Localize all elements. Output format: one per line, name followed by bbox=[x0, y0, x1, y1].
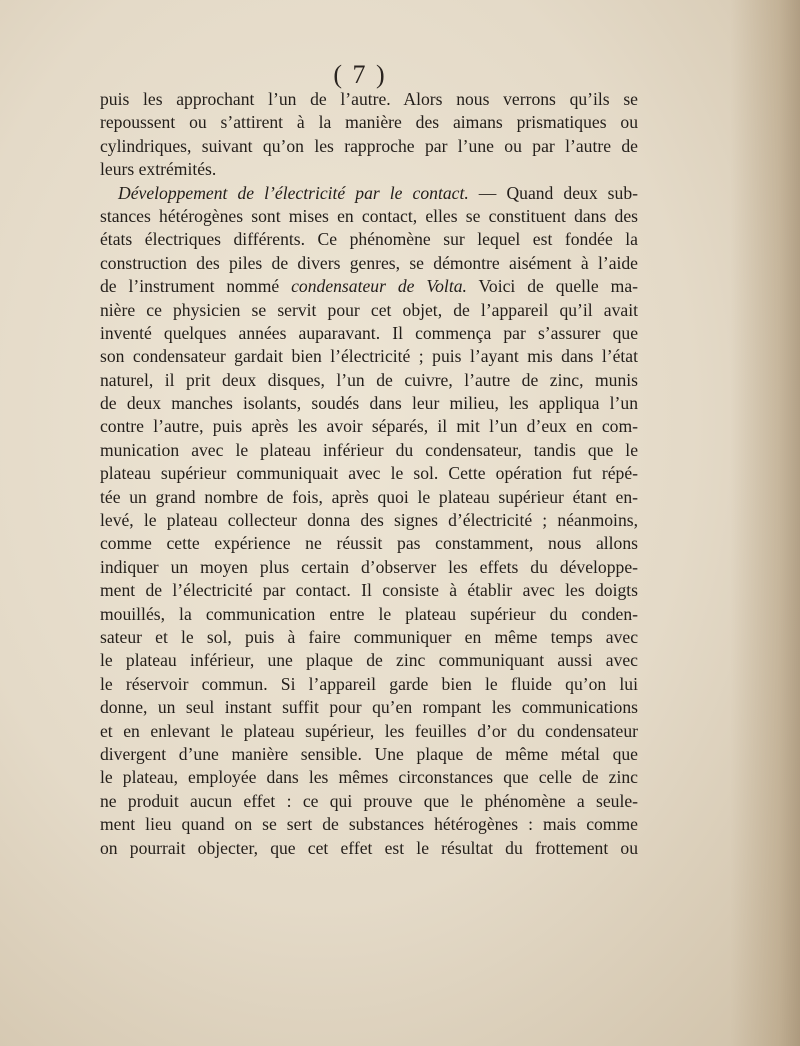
text-line: états électriques différents. Ce phénomène sur lequel est fondée la bbox=[100, 229, 638, 250]
text-line: son condensateur gardait bien l’électricité ; puis l’ayant mis dans l’état bbox=[100, 346, 638, 367]
text-line: sateur et le sol, puis à faire communiquer en même temps avec bbox=[100, 626, 638, 647]
text-line: le plateau inférieur, une plaque de zinc communiquant aussi avec bbox=[100, 650, 638, 671]
text-line: puis les approchant l’un de l’autre. Alors nous verrons qu’ils se bbox=[100, 89, 638, 109]
section-heading: Développement de l’électricité par le contact. bbox=[118, 182, 469, 203]
text-line: comme cette expérience ne réussit pas constamment, nous allons bbox=[100, 533, 638, 554]
text-line: de deux manches isolants, soudés dans leur milieu, les appliqua l’un bbox=[100, 393, 638, 414]
text-line: levé, le plateau collecteur donna des signes d’électricité ; néanmoins, bbox=[100, 510, 638, 531]
text-line: naturel, il prit deux disques, l’un de cuivre, l’autre de zinc, munis bbox=[100, 369, 638, 390]
text-line: repoussent ou s’attirent à la manière des aimans prismatiques ou bbox=[100, 112, 638, 133]
text-line: mouillés, la communication entre le plateau supérieur du conden- bbox=[100, 603, 638, 624]
text-line: leurs extrémités. bbox=[100, 159, 217, 180]
body-text bbox=[100, 88, 638, 860]
text-line: divergent d’une manière sensible. Une plaque de même métal que bbox=[100, 743, 638, 764]
text-line: ne produit aucun effet : ce qui prouve que le phénomène a seule- bbox=[100, 790, 638, 811]
text-line: plateau supérieur communiquait avec le sol. Cette opération fut répé- bbox=[100, 463, 638, 484]
text-fragment: de l’instrument nommé bbox=[100, 276, 280, 297]
section-heading-line bbox=[100, 182, 638, 205]
page-edge-shadow bbox=[730, 0, 800, 1046]
italic-term: condensateur de Volta. bbox=[291, 276, 467, 297]
text-line bbox=[100, 275, 638, 298]
text-line: stances hétérogènes sont mises en contact, elles se constituent dans des bbox=[100, 205, 638, 226]
text-line: inventé quelques années auparavant. Il commença par s’assurer que bbox=[100, 322, 638, 343]
text-line: cylindriques, suivant qu’on les rapproche par l’une ou par l’autre de bbox=[100, 135, 638, 156]
text-line: contre l’autre, puis après les avoir séparés, il mit l’un d’eux en com- bbox=[100, 416, 638, 437]
text-line: on pourrait objecter, que cet effet est le résultat du frottement ou bbox=[100, 837, 638, 858]
text-line: indiquer un moyen plus certain d’observer les effets du développe- bbox=[100, 556, 638, 577]
text-line: le plateau, employée dans les mêmes circonstances que celle de zinc bbox=[100, 767, 638, 788]
text-line: nière ce physicien se servit pour cet objet, de l’appareil qu’il avait bbox=[100, 299, 638, 320]
text-line: et en enlevant le plateau supérieur, les feuilles d’or du condensateur bbox=[100, 720, 638, 741]
text-line: le réservoir commun. Si l’appareil garde bien le fluide qu’on lui bbox=[100, 673, 638, 694]
text-line: munication avec le plateau inférieur du condensateur, tandis que le bbox=[100, 439, 638, 460]
heading-dash: — bbox=[478, 182, 497, 203]
text-fragment: Quand deux sub- bbox=[506, 182, 638, 203]
text-line: construction des piles de divers genres, se démontre aisément à l’aide bbox=[100, 252, 638, 273]
text-fragment: Voici de quelle ma- bbox=[478, 276, 638, 297]
page-number: ( 7 ) bbox=[333, 60, 387, 89]
text-line: ment de l’électricité par contact. Il consiste à établir avec les doigts bbox=[100, 580, 638, 601]
text-line: tée un grand nombre de fois, après quoi le plateau supérieur étant en- bbox=[100, 486, 638, 507]
text-line: ment lieu quand on se sert de substances hétérogènes : mais comme bbox=[100, 814, 638, 835]
text-line: donne, un seul instant suffit pour qu’en rompant les communications bbox=[100, 697, 638, 718]
